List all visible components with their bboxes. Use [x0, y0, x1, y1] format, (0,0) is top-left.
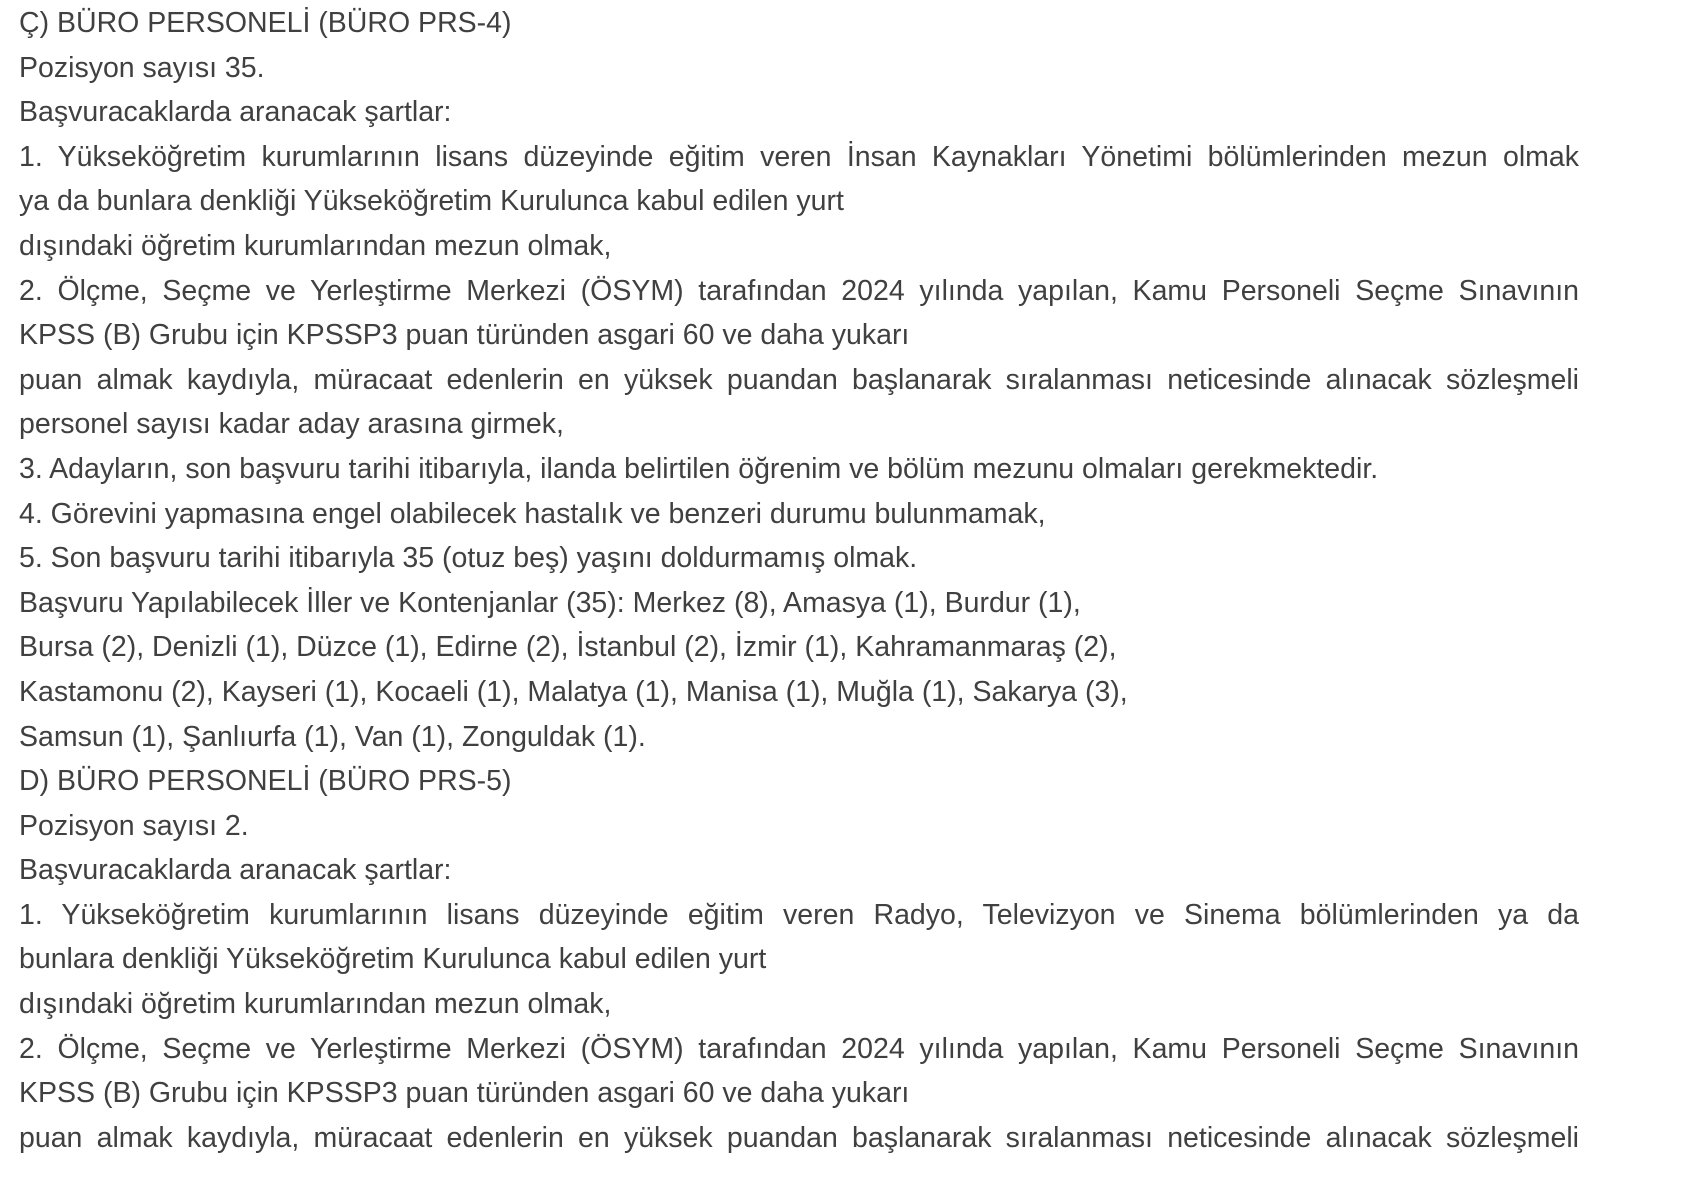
document-body	[19, 1, 1579, 1160]
quota-line: Kastamonu (2), Kayseri (1), Kocaeli (1), Malatya (1), Manisa (1), Muğla (1), Sakarya (3),	[19, 675, 1128, 708]
quota-line: Bursa (2), Denizli (1), Düzce (1), Edirne (2), İstanbul (2), İzmir (1), Kahramanmaraş (2),	[19, 631, 1117, 664]
requirement-line: 4. Görevini yapmasına engel olabilecek hastalık ve benzeri durumu bulunmamak,	[19, 497, 1046, 530]
requirement-line: 2. Ölçme, Seçme ve Yerleştirme Merkezi (ÖSYM) tarafından 2024 yılında yapılan, Kamu Personeli Seçme Sınavının	[19, 1032, 1579, 1065]
requirement-line: ya da bunlara denkliği Yükseköğretim Kurulunca kabul edilen yurt	[19, 185, 844, 218]
requirement-line: puan almak kaydıyla, müracaat edenlerin en yüksek puandan başlanarak sıralanması neticesinde alınacak sözleşmeli	[19, 363, 1579, 396]
quota-line: Samsun (1), Şanlıurfa (1), Van (1), Zonguldak (1).	[19, 720, 646, 753]
requirement-line: dışındaki öğretim kurumlarından mezun olmak,	[19, 229, 612, 262]
requirement-line: puan almak kaydıyla, müracaat edenlerin en yüksek puandan başlanarak sıralanması neticesinde alınacak sözleşmeli	[19, 1121, 1579, 1154]
requirement-line: 3. Adayların, son başvuru tarihi itibarıyla, ilanda belirtilen öğrenim ve bölüm mezunu olmaları gerekmektedir.	[19, 452, 1379, 485]
section-heading-buro-prs-4: Ç) BÜRO PERSONELİ (BÜRO PRS-4)	[19, 7, 512, 39]
requirement-line: 5. Son başvuru tarihi itibarıyla 35 (otuz beş) yaşını doldurmamış olmak.	[19, 542, 918, 575]
requirement-line: dışındaki öğretim kurumlarından mezun olmak,	[19, 988, 612, 1021]
requirement-line: 1. Yükseköğretim kurumlarının lisans düzeyinde eğitim veren İnsan Kaynakları Yönetimi bölümlerinden mezun olmak	[19, 140, 1579, 173]
requirements-heading: Başvuracaklarda aranacak şartlar:	[19, 96, 452, 129]
section-heading-buro-prs-5: D) BÜRO PERSONELİ (BÜRO PRS-5)	[19, 765, 512, 798]
requirement-line: personel sayısı kadar aday arasına girmek,	[19, 408, 564, 441]
quota-line: Başvuru Yapılabilecek İller ve Kontenjanlar (35): Merkez (8), Amasya (1), Burdur (1),	[19, 586, 1081, 619]
requirement-line: bunlara denkliği Yükseköğretim Kurulunca kabul edilen yurt	[19, 943, 767, 976]
requirement-line: KPSS (B) Grubu için KPSSP3 puan türünden asgari 60 ve daha yukarı	[19, 319, 910, 352]
requirements-heading: Başvuracaklarda aranacak şartlar:	[19, 854, 452, 887]
position-count: Pozisyon sayısı 2.	[19, 809, 249, 842]
requirement-line: 2. Ölçme, Seçme ve Yerleştirme Merkezi (ÖSYM) tarafından 2024 yılında yapılan, Kamu Personeli Seçme Sınavının	[19, 274, 1579, 307]
position-count: Pozisyon sayısı 35.	[19, 51, 265, 84]
requirement-line: KPSS (B) Grubu için KPSSP3 puan türünden asgari 60 ve daha yukarı	[19, 1077, 910, 1110]
requirement-line: 1. Yükseköğretim kurumlarının lisans düzeyinde eğitim veren Radyo, Televizyon ve Sinema bölümlerinden ya da	[19, 898, 1579, 931]
